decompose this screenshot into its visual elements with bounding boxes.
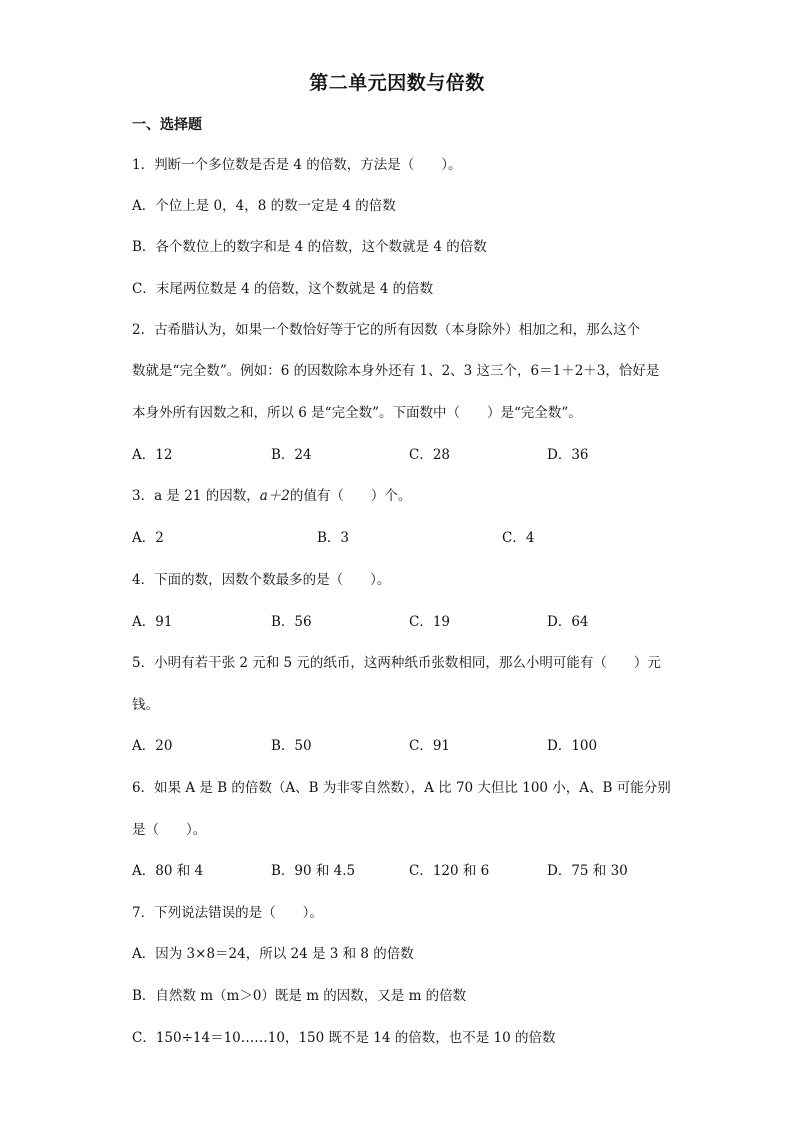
question-6-line-1: 6．如果 A 是 B 的倍数（A、B 为非零自然数），A 比 70 大但比 100 小，A、B 可能分别 [132,780,671,796]
question-4-option-b: B．56 [271,614,312,630]
question-3-option-b: B．3 [317,530,350,546]
question-3-stem [132,486,411,506]
question-7-option-a: A．因为 3×8＝24，所以 24 是 3 和 8 的倍数 [132,946,414,962]
question-5-line-2: 钱。 [132,697,159,713]
question-5-option-c: C．91 [409,738,451,754]
question-4-option-c: C．19 [409,614,451,630]
question-1-option-a: A．个位上是 0，4，8 的数一定是 4 的倍数 [132,198,396,214]
page-title: 第二单元因数与倍数 [309,72,485,94]
question-4-option-a: A．91 [132,614,173,630]
question-2-line-2: 数就是“完全数”。例如：6 的因数除本身外还有 1、2、3 这三个，6＝1＋2＋3，恰好是 [132,363,660,379]
question-2-line-1: 2．古希腊认为，如果一个数恰好等于它的所有因数（本身除外）相加之和，那么这个 [132,322,641,338]
section-heading: 一、选择题 [132,117,202,133]
question-3-math-expression: a＋2 [259,488,290,504]
question-6-option-a: A．80 和 4 [132,863,204,879]
question-5-line-1: 5．小明有若干张 2 元和 5 元的纸币，这两种纸币张数相同，那么小明可能有（ ）元 [132,655,661,671]
question-3-option-a: A．2 [132,530,164,546]
question-1-option-b: B．各个数位上的数字和是 4 的倍数，这个数就是 4 的倍数 [132,239,487,255]
question-6-line-2: 是（ ）。 [132,822,207,838]
question-2-option-b: B．24 [271,447,312,463]
question-3-stem-post: 的值有（ ）个。 [289,488,412,504]
question-1-stem: 1．判断一个多位数是否是 4 的倍数，方法是（ ）。 [132,157,462,173]
question-5-option-a: A．20 [132,738,173,754]
question-7-stem: 7．下列说法错误的是（ ）。 [132,905,323,921]
question-2-line-3: 本身外所有因数之和，所以 6 是“完全数”。下面数中（ ）是“完全数”。 [132,405,582,421]
question-7-option-c: C．150÷14＝10……10，150 既不是 14 的倍数，也不是 10 的倍数 [132,1030,556,1046]
question-5-option-b: B．50 [271,738,312,754]
question-2-option-c: C．28 [409,447,451,463]
question-2-option-a: A．12 [132,447,173,463]
question-5-option-d: D．100 [547,738,598,754]
question-3-option-c: C．4 [502,530,535,546]
question-4-option-d: D．64 [547,614,589,630]
question-2-option-d: D．36 [547,447,589,463]
question-3-stem-pre: 3．a 是 21 的因数， [132,488,260,504]
question-1-option-c: C．末尾两位数是 4 的倍数，这个数就是 4 的倍数 [132,281,434,297]
question-4-stem: 4．下面的数，因数个数最多的是（ ）。 [132,572,391,588]
question-7-option-b: B．自然数 m（m＞0）既是 m 的因数，又是 m 的倍数 [132,988,467,1004]
question-6-option-d: D．75 和 30 [547,863,628,879]
question-6-option-c: C．120 和 6 [409,863,490,879]
question-6-option-b: B．90 和 4.5 [271,863,356,879]
